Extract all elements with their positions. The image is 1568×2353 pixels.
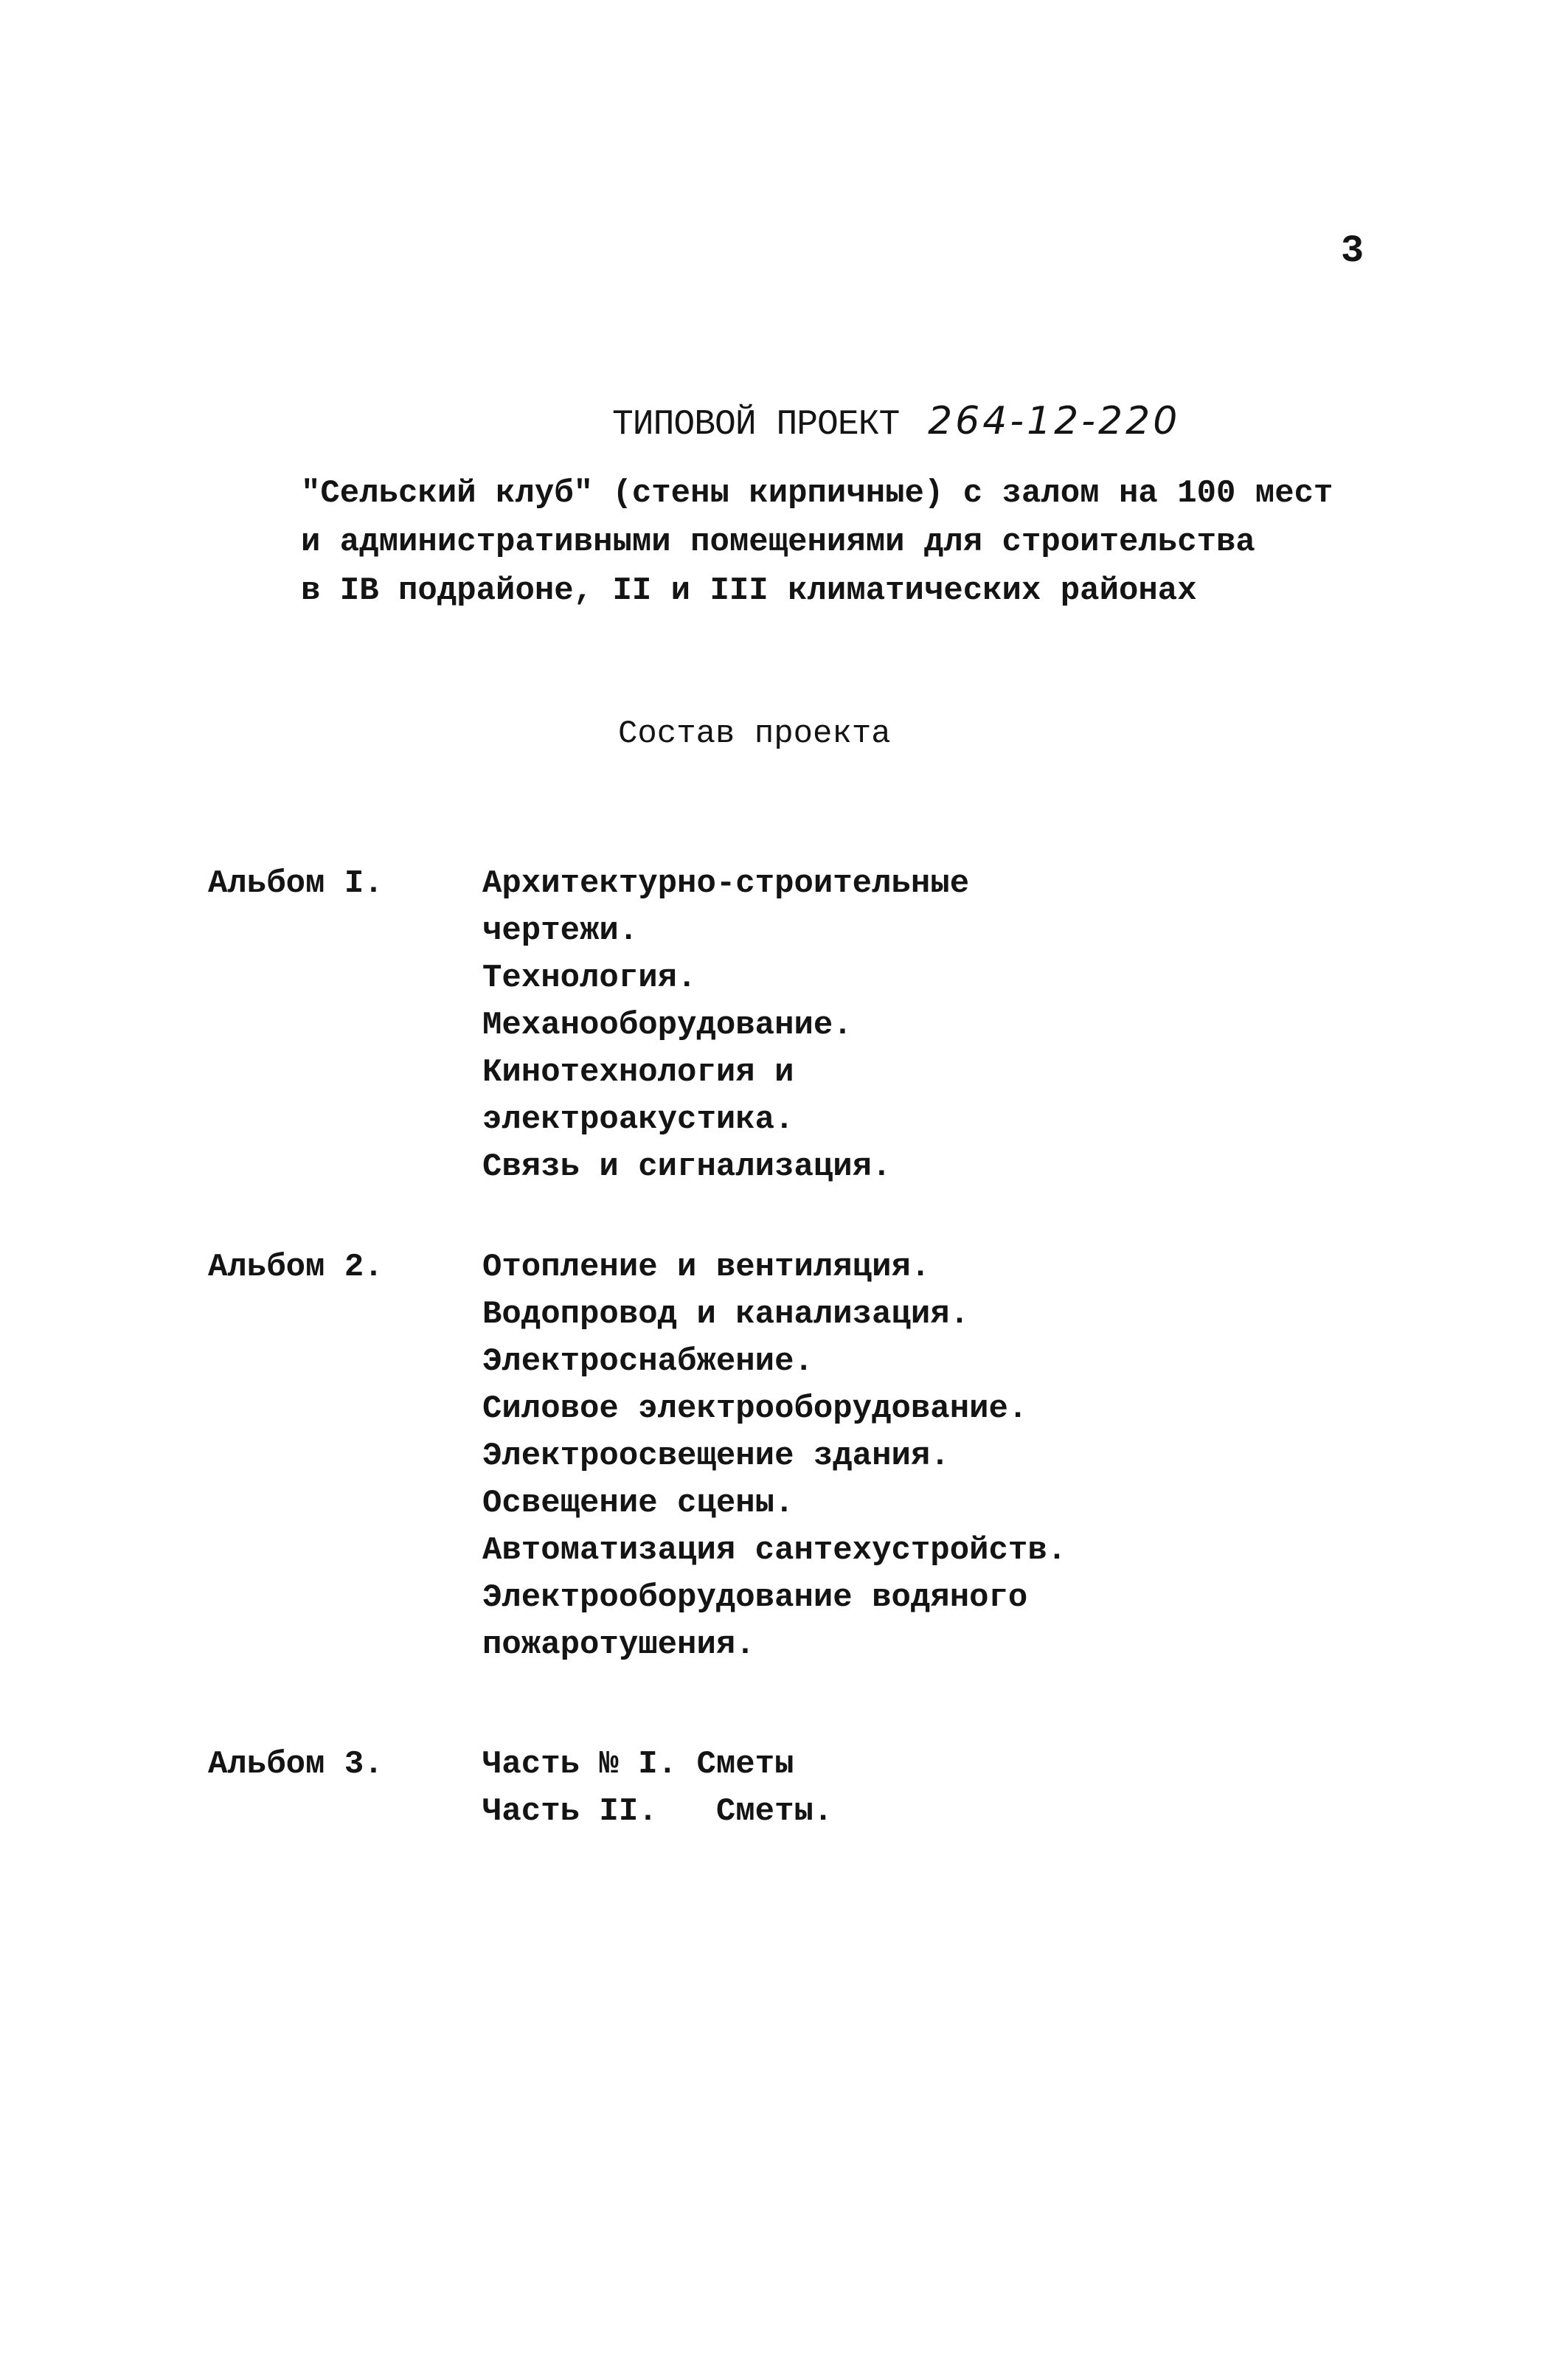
project-description [301,469,1333,615]
description-line: в IB подрайоне, II и III климатических районах [301,572,1197,609]
list-item: Водопровод и канализация. [482,1296,970,1333]
list-item: Механооборудование. [482,1007,853,1044]
list-item: Освещение сцены. [482,1485,794,1522]
list-item: Электроснабжение. [482,1343,814,1380]
album-label: Альбом 3. [208,1746,384,1783]
list-item: Автоматизация сантехустройств. [482,1532,1067,1569]
project-code: 264-12-220 [928,399,1181,443]
list-item: электроакустика. [482,1101,794,1138]
section-heading: Состав проекта [618,715,891,752]
list-item: пожаротушения. [482,1626,755,1663]
album-label: Альбом 2. [208,1249,384,1286]
list-item: Часть № I. Сметы [482,1746,794,1783]
project-title [612,391,1180,455]
list-item: Электрооборудование водяного [482,1579,1028,1616]
list-item: Кинотехнология и [482,1054,794,1091]
album-contents [482,860,969,1191]
project-title-prefix: ТИПОВОЙ ПРОЕКТ [612,405,900,445]
list-item: Отопление и вентиляция. [482,1249,931,1286]
list-item: Электроосвещение здания. [482,1438,950,1474]
list-item: Технология. [482,960,697,997]
list-item: Связь и сигнализация. [482,1148,892,1185]
list-item: Часть II. Сметы. [482,1793,833,1830]
album-contents [482,1741,833,1835]
list-item: Силовое электрооборудование. [482,1390,1028,1427]
description-line: и административными помещениями для строительства [301,524,1255,561]
list-item: чертежи. [482,912,639,949]
description-line: "Сельский клуб" (стены кирпичные) с залом на 100 мест [301,475,1333,512]
album-label: Альбом I. [208,865,384,902]
list-item: Архитектурно-строительные [482,865,970,902]
album-contents [482,1244,1066,1668]
page-number: 3 [1341,229,1364,273]
